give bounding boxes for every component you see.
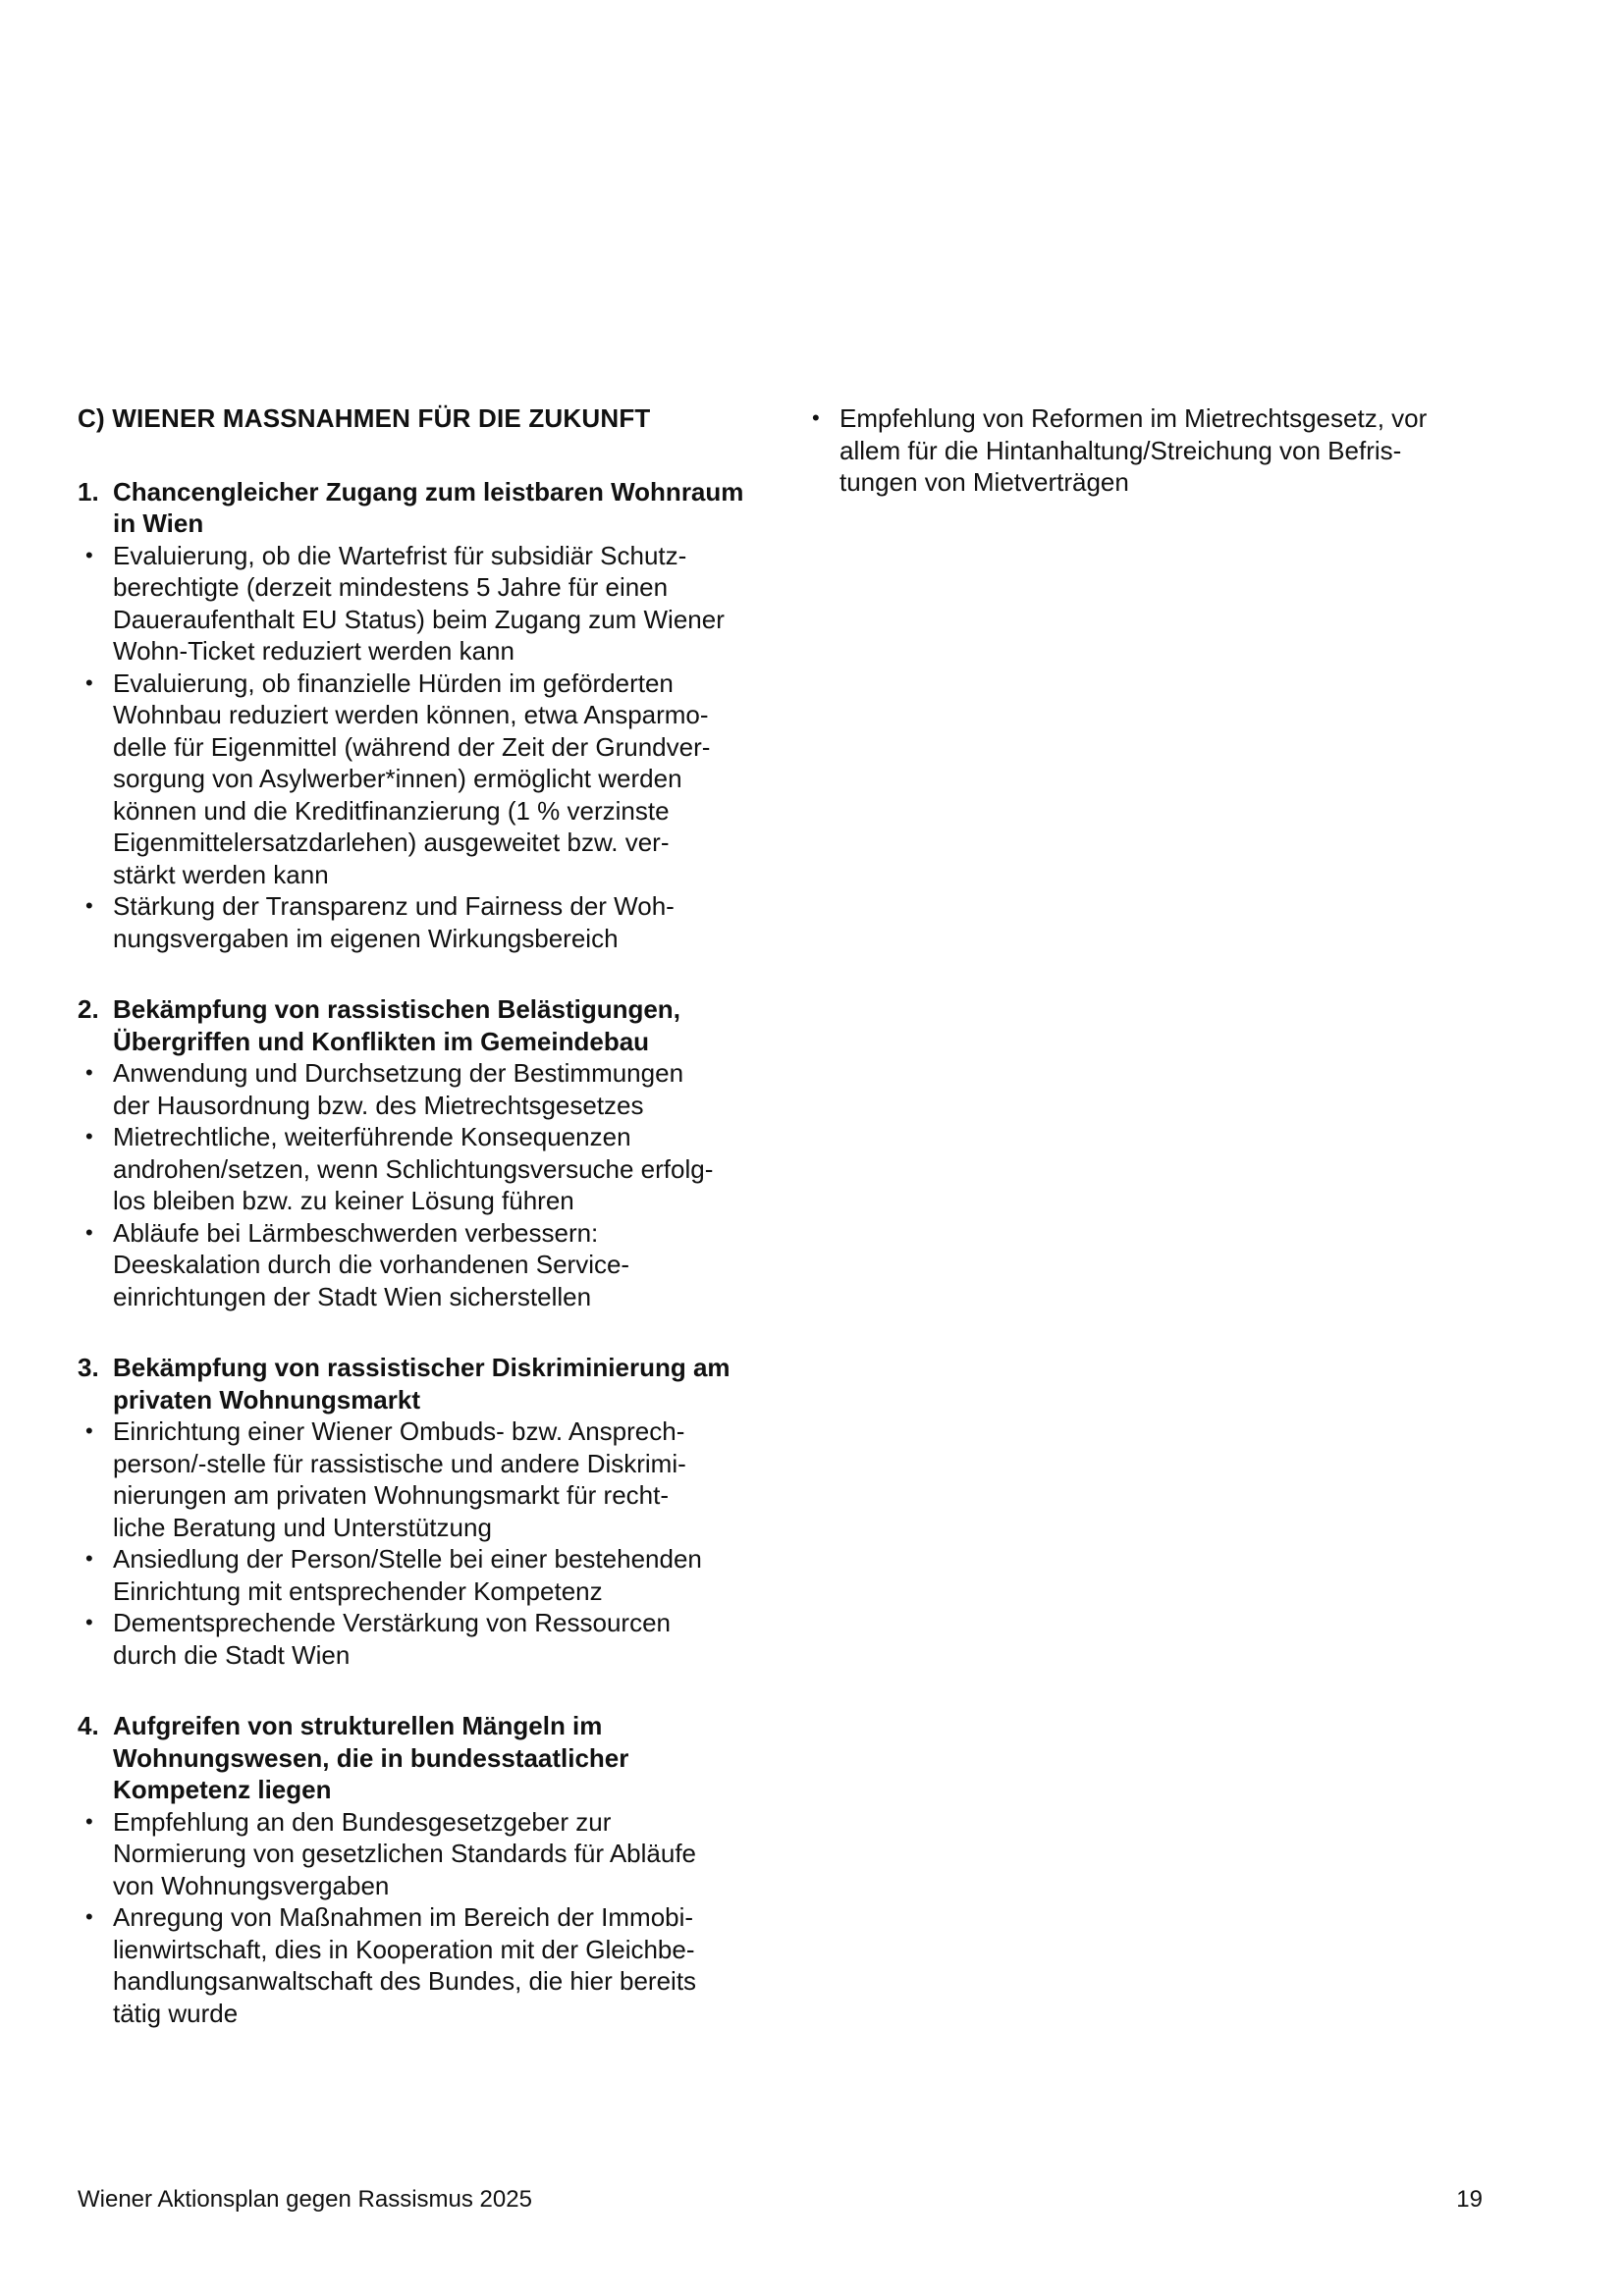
bullet-icon: • <box>85 1124 93 1148</box>
text-line: sorgung von Asylwerber*innen) ermöglicht werden <box>113 764 682 793</box>
text-line: in Wien <box>113 508 204 538</box>
text-line: berechtigte (derzeit mindestens 5 Jahre für einen <box>113 572 669 602</box>
text-line: los bleiben bzw. zu keiner Lösung führen <box>113 1186 574 1215</box>
bullet-text <box>113 1121 765 1217</box>
measure-2 <box>78 993 765 1312</box>
text-line: tätig wurde <box>113 1998 239 2028</box>
text-line: Einrichtung mit entsprechender Kompetenz <box>113 1575 603 1606</box>
text-line: Evaluierung, ob die Wartefrist für subsidiär Schutz- <box>113 540 687 570</box>
text-line: können und die Kreditfinanzierung (1 % verzinste <box>113 795 670 826</box>
text-line: Wohnbau reduziert werden können, etwa Ansparmo- <box>113 700 709 729</box>
bullet-text <box>113 1543 765 1607</box>
bullet-icon: • <box>85 1808 93 1834</box>
text-line: liche Beratung und Unterstützung <box>113 1512 492 1542</box>
right-column-bullet-list <box>804 402 1491 499</box>
measure-number: 1. <box>78 476 99 507</box>
text-line: Ansiedlung der Person/Stelle bei einer bestehenden <box>113 1544 702 1574</box>
text-line: Evaluierung, ob finanzielle Hürden im geförderten <box>113 667 674 698</box>
text-line: der Hausordnung bzw. des Mietrechtsgesetzes <box>113 1090 644 1120</box>
text-line: nungsvergaben im eigenen Wirkungsbereich <box>113 923 619 953</box>
text-line: Anregung von Maßnahmen im Bereich der Immobi- <box>113 1902 694 1932</box>
text-line: Übergriffen und Konflikten im Gemeindebau <box>113 1026 650 1056</box>
text-line: Daueraufenthalt EU Status) beim Zugang zum Wiener <box>113 604 725 634</box>
measure-bullet-list <box>78 540 765 955</box>
measure-number: 3. <box>78 1353 99 1382</box>
text-line: Bekämpfung von rassistischer Diskriminierung am <box>113 1353 731 1382</box>
bullet-item <box>804 402 1491 499</box>
measure-title <box>78 1352 765 1415</box>
text-line: Einrichtung einer Wiener Ombuds- bzw. Ansprech- <box>113 1416 685 1446</box>
bullet-item <box>78 890 765 954</box>
text-line: handlungsanwaltschaft des Bundes, die hier bereits <box>113 1966 697 1996</box>
bullet-item <box>78 1806 765 1902</box>
text-line: Eigenmittelersatzdarlehen) ausgeweitet bzw. ver- <box>113 828 670 857</box>
bullet-text <box>113 1415 765 1543</box>
bullet-text <box>113 1217 765 1313</box>
text-line: durch die Stadt Wien <box>113 1639 351 1670</box>
text-line: person/-stelle für rassistische und andere Diskrimi- <box>113 1448 686 1478</box>
bullet-text <box>839 402 1491 499</box>
bullet-item <box>78 667 765 891</box>
bullet-icon: • <box>85 1060 93 1085</box>
text-line: einrichtungen der Stadt Wien sicherstellen <box>113 1281 592 1311</box>
footer-title: Wiener Aktionsplan gegen Rassismus 2025 <box>78 2186 532 2213</box>
measure-bullet-list <box>78 1057 765 1312</box>
measure-1 <box>78 476 765 955</box>
bullet-icon: • <box>812 405 820 430</box>
text-line: delle für Eigenmittel (während der Zeit der Grundver- <box>113 731 711 762</box>
text-line: Bekämpfung von rassistischen Belästigungen, <box>113 994 680 1024</box>
bullet-item <box>78 1607 765 1671</box>
text-line: Wohnungswesen, die in bundesstaatlicher <box>113 1742 629 1773</box>
bullet-text <box>113 890 765 954</box>
measure-title-text <box>113 993 765 1057</box>
text-line: Abläufe bei Lärmbeschwerden verbessern: <box>113 1217 599 1248</box>
measures-list <box>78 476 765 2030</box>
measure-title <box>78 476 765 540</box>
text-line: Wohn-Ticket reduziert werden kann <box>113 636 514 666</box>
text-line: privaten Wohnungsmarkt <box>113 1384 421 1415</box>
text-line: Empfehlung an den Bundesgesetzgeber zur <box>113 1806 612 1837</box>
bullet-icon: • <box>85 893 93 918</box>
bullet-item <box>78 1543 765 1607</box>
bullet-item <box>78 1057 765 1121</box>
text-line: Aufgreifen von strukturellen Mängeln im <box>113 1711 603 1740</box>
bullet-item <box>78 1415 765 1543</box>
measure-title-text <box>113 476 765 540</box>
text-line: tungen von Mietverträgen <box>839 467 1129 497</box>
bullet-icon: • <box>85 1219 93 1245</box>
text-line: Chancengleicher Zugang zum leistbaren Wohnraum <box>113 476 744 507</box>
bullet-icon: • <box>85 1610 93 1634</box>
measure-title-text <box>113 1352 765 1415</box>
bullet-icon: • <box>85 1904 93 1929</box>
bullet-icon: • <box>85 542 93 567</box>
measure-title <box>78 1710 765 1806</box>
text-line: Kompetenz liegen <box>113 1775 332 1804</box>
measure-number: 4. <box>78 1711 99 1740</box>
measure-3 <box>78 1352 765 1671</box>
text-line: allem für die Hintanhaltung/Streichung von Befris- <box>839 435 1402 465</box>
text-line: Normierung von gesetzlichen Standards für Abläufe <box>113 1839 697 1868</box>
text-line: Stärkung der Transparenz und Fairness der Woh- <box>113 891 675 921</box>
measure-bullet-list <box>78 1415 765 1671</box>
right-column <box>804 402 1491 499</box>
left-column <box>78 402 765 2068</box>
page-number: 19 <box>1456 2186 1483 2213</box>
text-line: Mietrechtliche, weiterführende Konsequenzen <box>113 1122 631 1151</box>
text-line: nierungen am privaten Wohnungsmarkt für recht- <box>113 1480 670 1510</box>
bullet-text <box>113 1057 765 1121</box>
bullet-text <box>113 540 765 667</box>
text-line: androhen/setzen, wenn Schlichtungsversuche erfolg- <box>113 1153 714 1184</box>
bullet-icon: • <box>85 669 93 695</box>
text-line: stärkt werden kann <box>113 859 329 889</box>
bullet-text <box>113 1901 765 2029</box>
bullet-text <box>113 667 765 891</box>
bullet-item <box>78 1217 765 1313</box>
bullet-icon: • <box>85 1546 93 1571</box>
measure-title <box>78 993 765 1057</box>
section-heading: C) WIENER MASSNAHMEN FÜR DIE ZUKUNFT <box>78 403 651 433</box>
text-line: Empfehlung von Reformen im Mietrechtsgesetz, vor <box>839 403 1428 433</box>
text-line: Deeskalation durch die vorhandenen Service- <box>113 1250 630 1279</box>
bullet-text <box>113 1806 765 1902</box>
measure-4 <box>78 1710 765 2029</box>
measure-title-text <box>113 1710 765 1806</box>
bullet-item <box>78 540 765 667</box>
bullet-icon: • <box>85 1418 93 1443</box>
text-line: von Wohnungsvergaben <box>113 1870 390 1900</box>
bullet-item <box>78 1121 765 1217</box>
measure-bullet-list <box>78 1806 765 2030</box>
bullet-text <box>113 1607 765 1671</box>
text-line: Anwendung und Durchsetzung der Bestimmungen <box>113 1058 684 1088</box>
text-line: lienwirtschaft, dies in Kooperation mit der Gleichbe- <box>113 1934 695 1964</box>
text-line: Dementsprechende Verstärkung von Ressourcen <box>113 1608 671 1637</box>
measure-number: 2. <box>78 994 99 1024</box>
bullet-item <box>78 1901 765 2029</box>
